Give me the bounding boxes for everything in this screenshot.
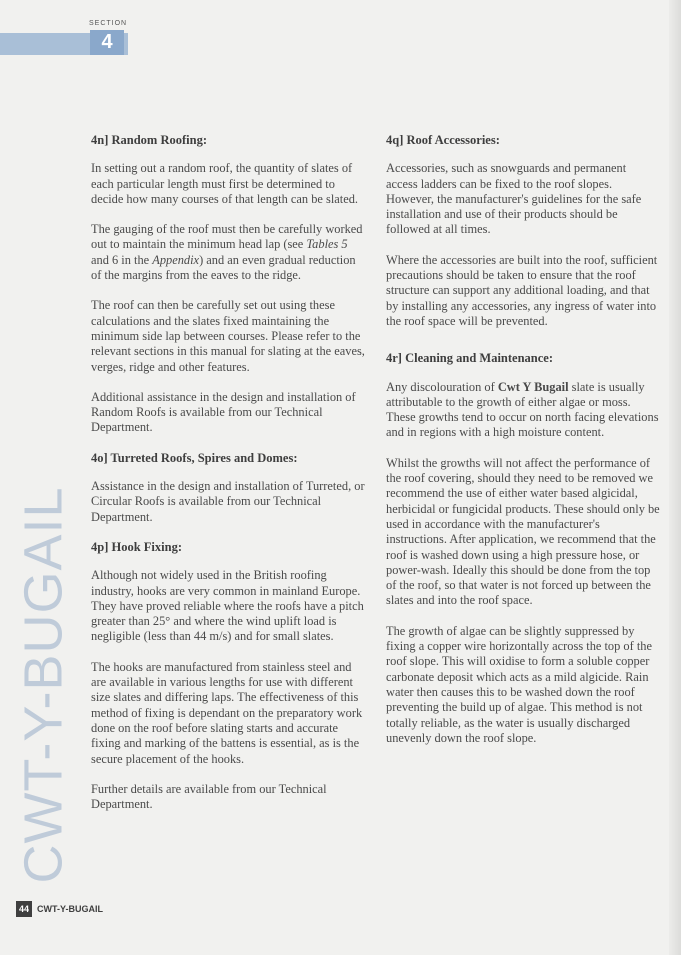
hook-fixing-p2: The hooks are manufactured from stainless steel and are available in various lengths for use with different size slates and differing laps. The effectiveness of this method of fixing is dependant on the preparatory work done on the roof before slating starts and accurate fixing and marking of the battens is essential, as is the secure placement of the hooks. xyxy=(91,659,363,766)
footer-brand: CWT-Y-BUGAIL xyxy=(37,904,103,914)
section-label: SECTION xyxy=(89,20,128,27)
section-number: 4 xyxy=(90,30,124,55)
heading-cleaning-maintenance: 4r] Cleaning and Maintenance: xyxy=(386,351,554,366)
turreted-p1: Assistance in the design and installation of Turreted, or Circular Roofs is available from our Technical Department. xyxy=(91,479,365,524)
hook-fixing-p1: Although not widely used in the British roofing industry, hooks are very common in mainland Europe. They have proved reliable where the roofs have a pitch greater than 25° and where the wind uplift load is negligible (less than 44 m/s) and for small slates. xyxy=(91,568,364,644)
hook-fixing-p3: Further details are available from our Technical Department. xyxy=(91,781,327,812)
cleaning-p2: Whilst the growths will not affect the performance of the roof covering, should they need to be removed we recommend the use of either water based algicidal, herbicidal or fungicidal products. These should only be used in accordance with the manufacturer's instructions. After application, we recommend that the roof is washed down using a high pressure hose, or power-wash. Ideally this should be done from the top of the roof, so that water is not forced up between the slates and into the roof space. xyxy=(386,455,660,608)
random-roofing-p4: Additional assistance in the design and installation of Random Roofs is available from our Technical Department. xyxy=(91,389,356,435)
left-column xyxy=(91,133,365,823)
page-edge xyxy=(669,0,681,955)
heading-random-roofing: 4n] Random Roofing: xyxy=(91,133,207,147)
cleaning-p1: Any discolouration of Cwt Y Bugail slate is usually attributable to the growth of either algae or moss. These growths tend to occur on north facing elevations and in regions with a high moisture content. xyxy=(386,379,659,440)
accessories-p1: Accessories, such as snowguards and permanent access ladders can be fixed to the roof slopes. However, the manufacturer's guidelines for the safe installation and use of their products should be followed at all times. xyxy=(386,161,642,237)
heading-roof-accessories: 4q] Roof Accessories: xyxy=(386,133,500,147)
page-number: 44 xyxy=(16,901,32,917)
heading-turreted-roofs: 4o] Turreted Roofs, Spires and Domes: xyxy=(91,450,298,465)
brand-name-inline: Cwt Y Bugail xyxy=(497,379,569,394)
right-column xyxy=(386,133,660,757)
footer xyxy=(16,901,103,917)
random-roofing-p2: The gauging of the roof must then be carefully worked out to maintain the minimum head lap (see Tables 5 and 6 in the Appendix) and an even gradual reduction of the margins from the eaves to the ridge. xyxy=(91,222,363,283)
vertical-brand-watermark xyxy=(12,475,76,895)
cleaning-p3: The growth of algae can be slightly suppressed by fixing a copper wire horizontally across the top of the roof slope. This will oxidise to form a soluble copper carbonate deposit which acts as a mild algicide. Rain water then causes this to be washed down the roof preventing the build up of algae. This method is not totally reliable, as the water is usually discharged unevenly down the roof slope. xyxy=(386,623,652,745)
random-roofing-p3: The roof can then be carefully set out using these calculations and the slates fixed maintaining the minimum side lap between courses. Please refer to the relevant sections in this manual for slating at the eaves, verges, ridge and other features. xyxy=(91,298,365,374)
heading-hook-fixing: 4p] Hook Fixing: xyxy=(91,539,182,554)
accessories-p2: Where the accessories are built into the roof, sufficient precautions should be taken to ensure that the roof structure can support any additional loading, and that by installing any accessories, any ingress of water into the roof space will be prevented. xyxy=(386,252,658,328)
vertical-brand-text: CWT-Y-BUGAIL xyxy=(14,486,75,884)
random-roofing-p1: In setting out a random roof, the quantity of slates of each particular length must first be determined to decide how many courses of that length can be slated. xyxy=(91,161,358,206)
